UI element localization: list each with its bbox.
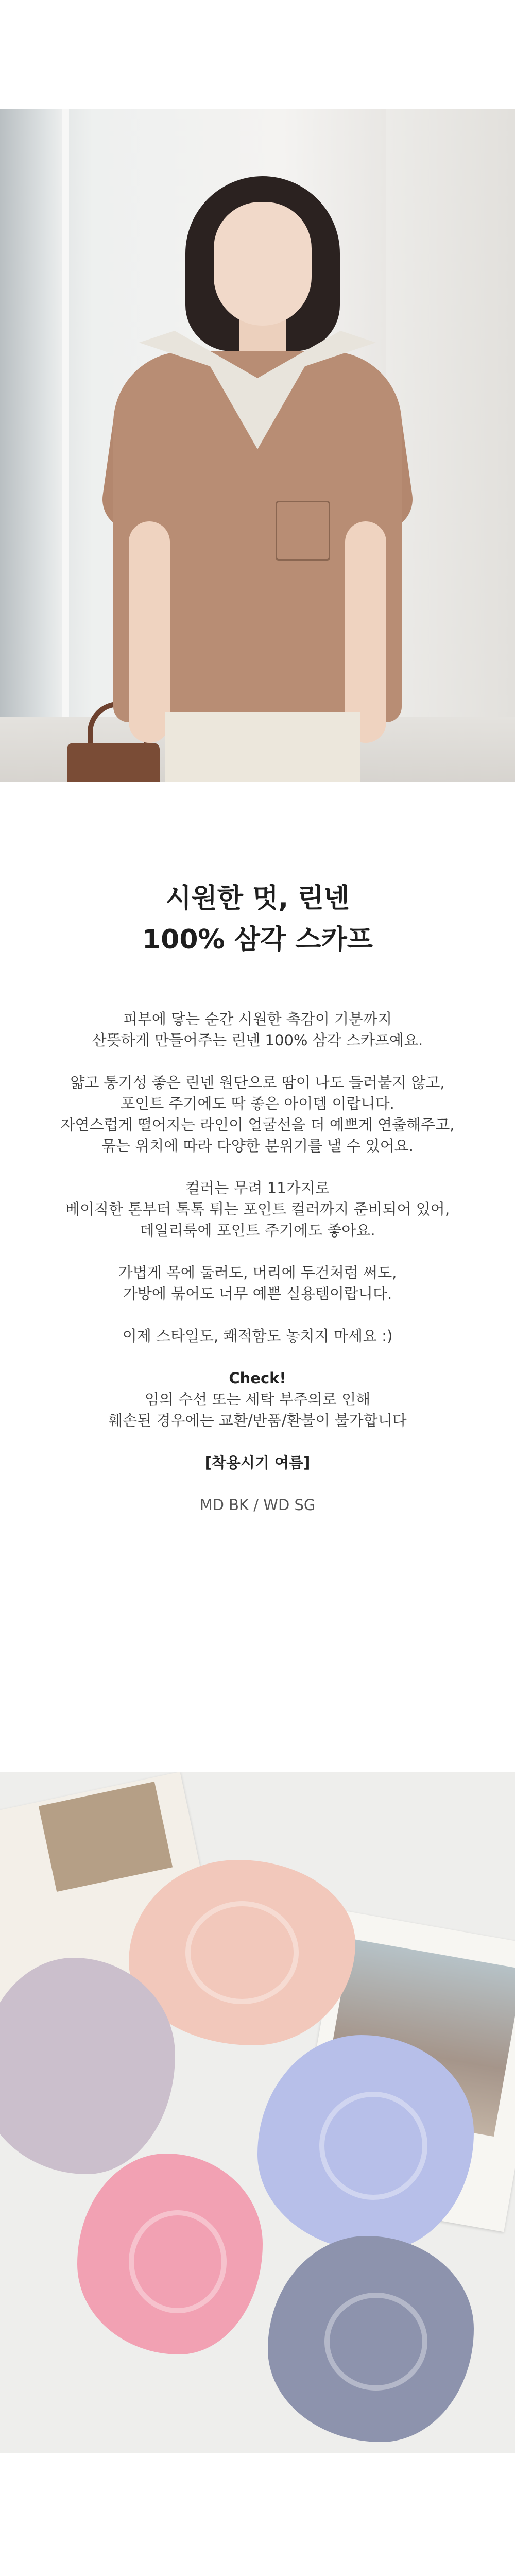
product-description [0, 782, 515, 1772]
check-notice [0, 1368, 515, 1431]
text-line: 묶는 위치에 따라 다양한 분위기를 낼 수 있어요. [101, 1137, 414, 1155]
text-line: 얇고 통기성 좋은 린넨 원단으로 땀이 나도 들러붙지 않고, [70, 1074, 445, 1091]
model-size-info: MD BK / WD SG [199, 1496, 316, 1514]
closing-paragraph [0, 1326, 515, 1347]
text-line: 산뜻하게 만들어주는 린넨 100% 삼각 스카프예요. [92, 1031, 423, 1049]
text-line: 가방에 묶어도 너무 예쁜 실용템이랍니다. [123, 1285, 392, 1302]
scarf-fold [319, 2092, 427, 2200]
hero-model-photo [0, 109, 515, 782]
season-paragraph [0, 1452, 515, 1473]
scarf-fold [185, 1901, 299, 2004]
model-face [214, 202, 312, 326]
white-pants [165, 712, 360, 782]
handbag [67, 743, 160, 782]
window-frame [62, 109, 69, 782]
text-line: 임의 수선 또는 세탁 부주의로 인해 [144, 1391, 371, 1408]
scarf-fold [129, 2210, 227, 2313]
styling-paragraph [0, 1262, 515, 1304]
check-title: Check! [229, 1369, 286, 1387]
scarves-flatlay-photo [0, 1772, 515, 2453]
window-background [0, 109, 67, 782]
size-paragraph [0, 1495, 515, 1516]
right-arm [345, 521, 386, 743]
colors-paragraph [0, 1178, 515, 1241]
text-line: 컬러는 무려 11가지로 [185, 1179, 330, 1197]
wearing-season: [착용시기 여름] [204, 1454, 311, 1471]
text-line: 이제 스타일도, 쾌적함도 놓치지 마세요 :) [122, 1327, 393, 1345]
title-line: 100% 삼각 스카프 [142, 924, 373, 955]
feature-paragraph [0, 1072, 515, 1157]
left-arm [129, 521, 170, 743]
product-title [0, 878, 515, 960]
wall-panel [386, 109, 515, 782]
text-line: 베이직한 톤부터 톡톡 튀는 포인트 컬러까지 준비되어 있어, [65, 1200, 450, 1218]
scarf-fold [324, 2293, 427, 2391]
text-line: 포인트 주기에도 딱 좋은 아이템 이랍니다. [121, 1095, 394, 1112]
description-paragraphs [0, 1009, 515, 1537]
text-line: 피부에 닿는 순간 시원한 촉감이 기분까지 [123, 1010, 392, 1028]
text-line: 데일리룩에 포인트 주기에도 좋아요. [140, 1222, 375, 1239]
text-line: 훼손된 경우에는 교환/반품/환불이 불가합니다 [108, 1412, 407, 1429]
tshirt-pocket-print [276, 501, 330, 561]
intro-paragraph [0, 1009, 515, 1051]
text-line: 가볍게 목에 둘러도, 머리에 두건처럼 써도, [118, 1264, 397, 1281]
text-line: 자연스럽게 떨어지는 라인이 얼굴선을 더 예쁘게 연출해주고, [60, 1116, 455, 1133]
lilac-scarf [0, 1958, 175, 2174]
title-line: 시원한 멋, 린넨 [165, 883, 350, 914]
